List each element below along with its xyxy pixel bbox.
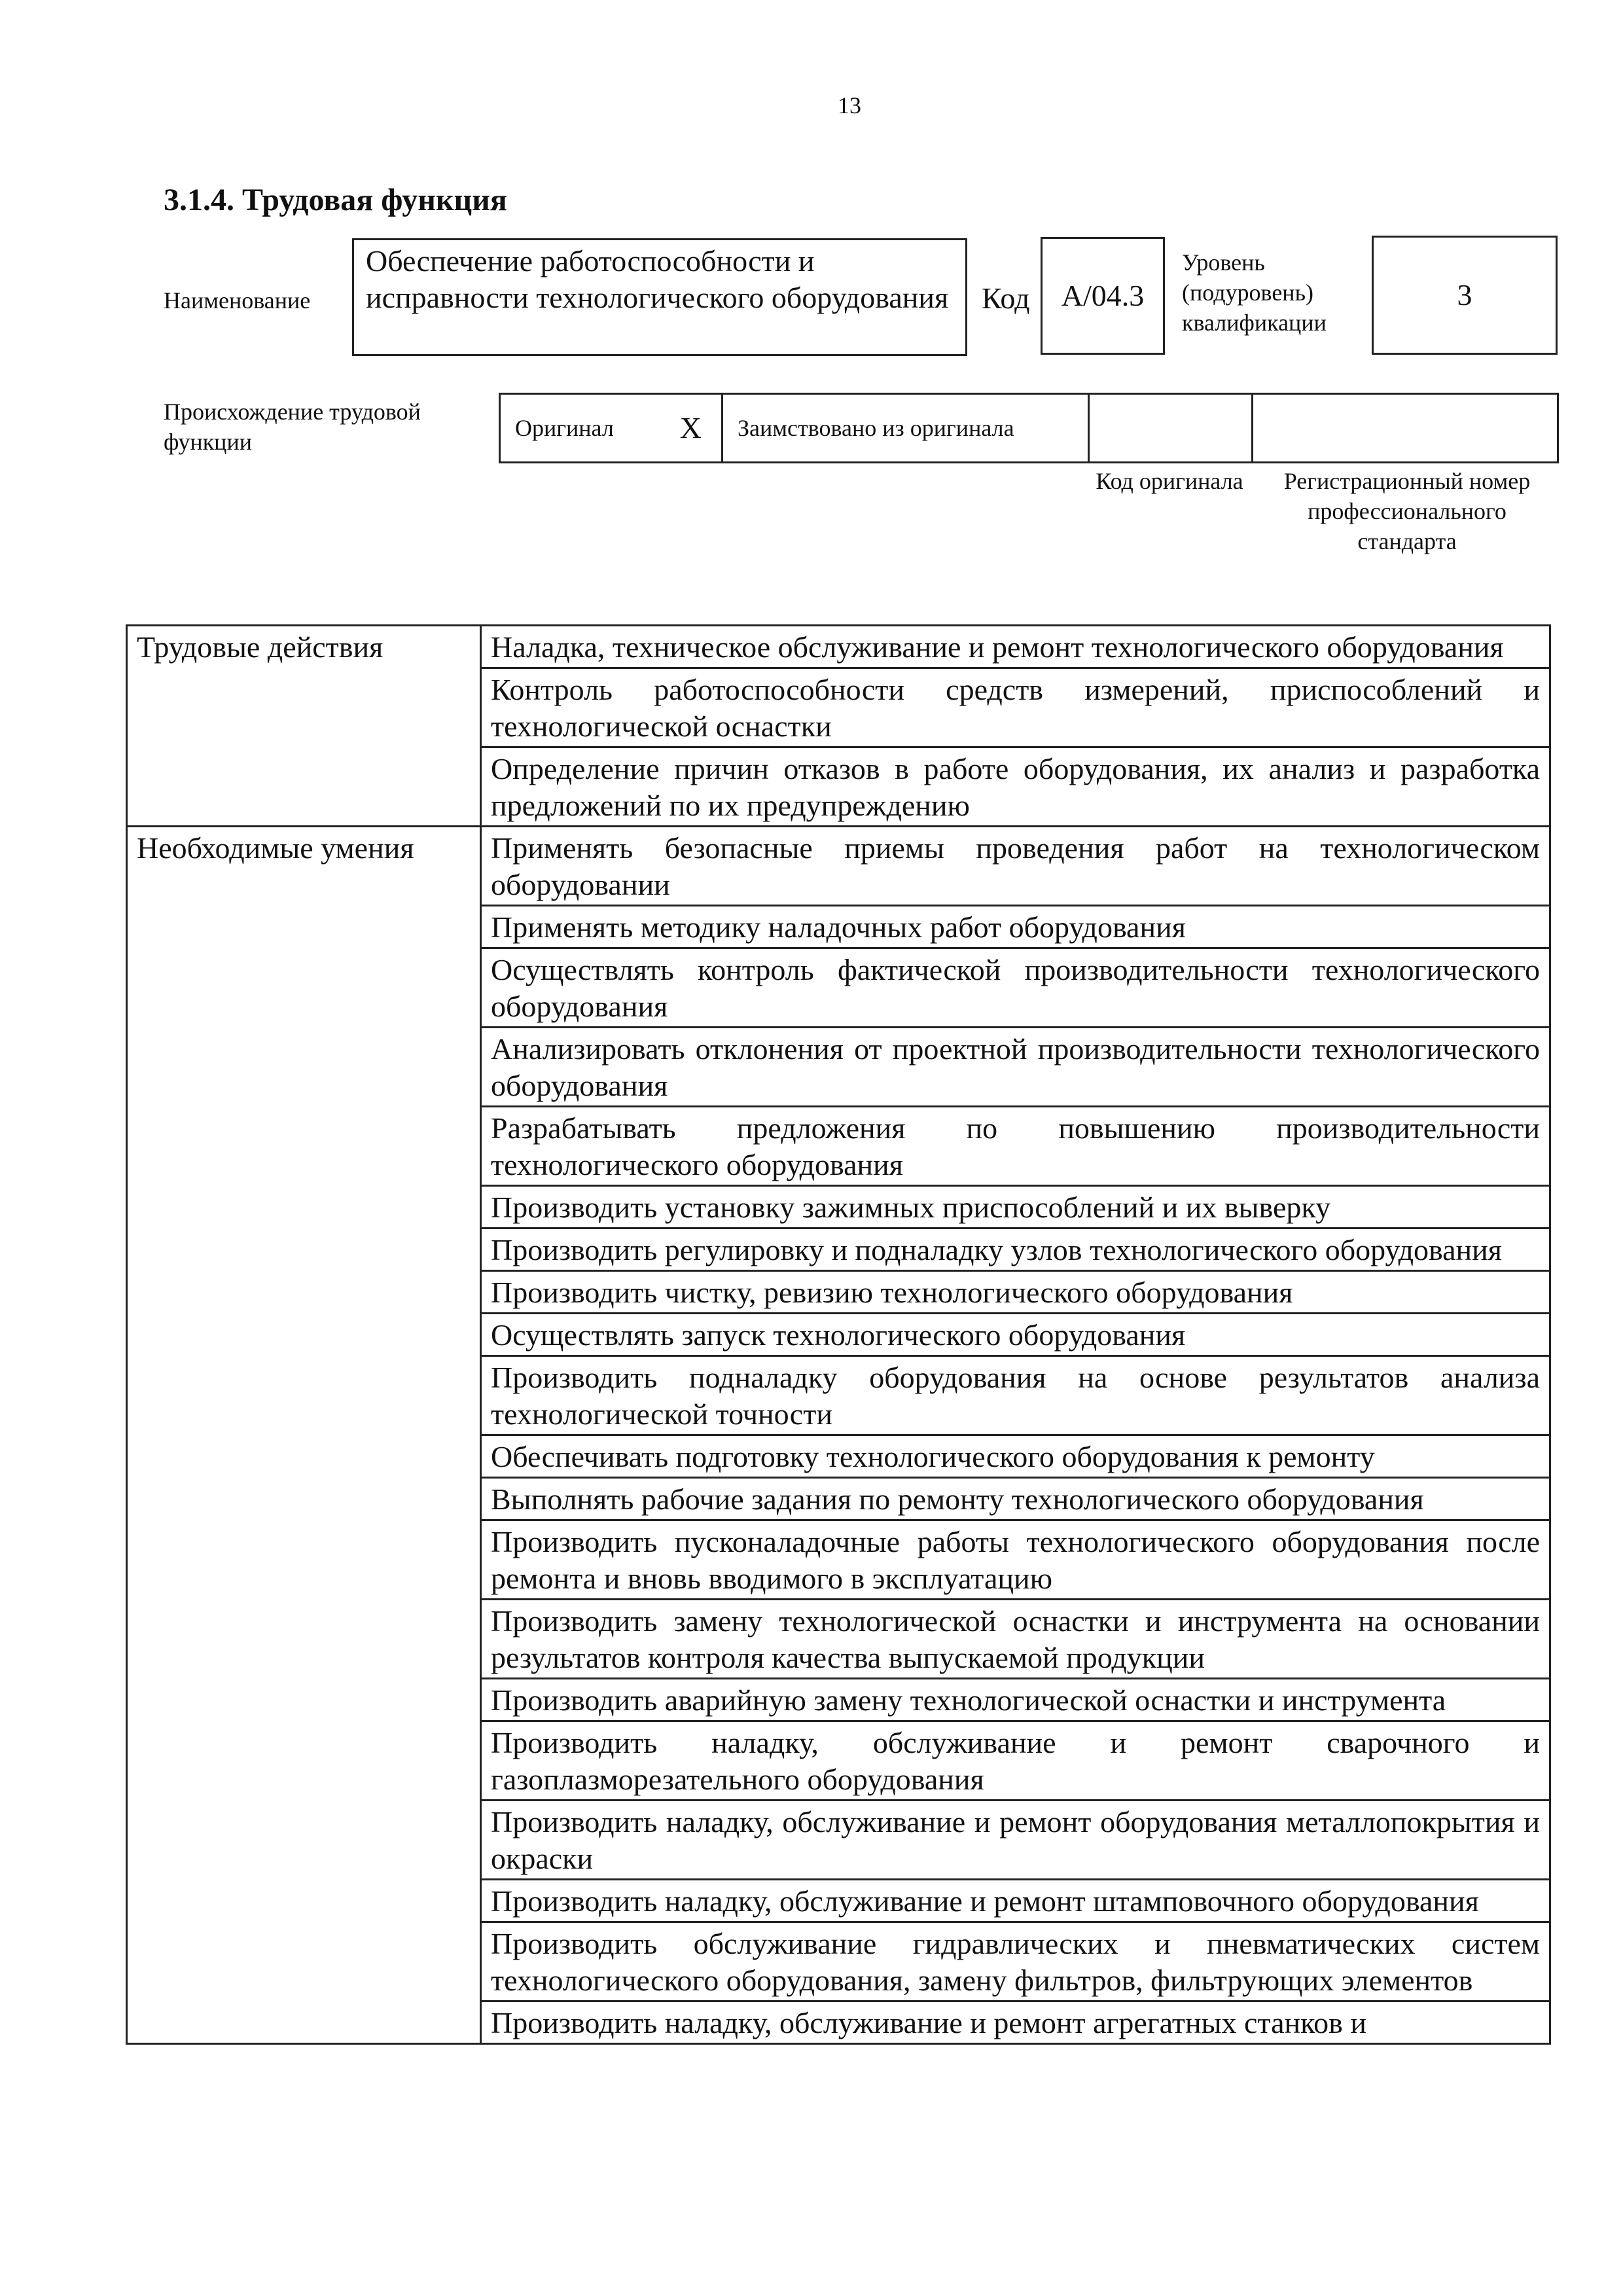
table-cell: Производить пусконаладочные работы технологического оборудования после ремонта и вновь вводимого в эксплуатацию [481, 1520, 1550, 1600]
origin-code-caption: Код оригинала [1096, 468, 1243, 494]
table-cell: Применять безопасные приемы проведения работ на технологическом оборудовании [481, 827, 1550, 906]
table-cell: Применять методику наладочных работ оборудования [481, 906, 1550, 948]
origin-original-cell [501, 395, 723, 461]
table-cell: Определение причин отказов в работе оборудования, их анализ и разработка предложений по их предупреждению [481, 747, 1550, 827]
table-cell: Производить аварийную замену технологической оснастки и инструмента [481, 1679, 1550, 1721]
origin-row [499, 393, 1559, 463]
table-cell: Наладка, техническое обслуживание и ремонт технологического оборудования [481, 626, 1550, 668]
table-cell: Анализировать отклонения от проектной производительности технологического оборудования [481, 1028, 1550, 1107]
table-cell: Производить наладку, обслуживание и ремонт штамповочного оборудования [481, 1880, 1550, 1922]
level-value-box [1372, 236, 1558, 355]
table-cell: Производить наладку, обслуживание и ремонт агрегатных станков и [481, 2001, 1550, 2044]
origin-reg-cell [1253, 395, 1557, 461]
origin-borrowed-label: Заимствовано из оригинала [738, 415, 1014, 441]
table-cell: Разрабатывать предложения по повышению производительности технологического оборудования [481, 1107, 1550, 1186]
category-cell: Трудовые действия [127, 626, 481, 827]
table-cell: Производить обслуживание гидравлических и пневматических систем технологического оборудования, замену фильтров, фильтрующих элементов [481, 1922, 1550, 2001]
origin-borrowed-cell [723, 395, 1090, 461]
page-number: 13 [838, 92, 861, 118]
code-label: Код [982, 281, 1030, 315]
table-cell: Выполнять рабочие задания по ремонту технологического оборудования [481, 1478, 1550, 1520]
table-cell: Осуществлять контроль фактической производительности технологического оборудования [481, 948, 1550, 1028]
table-cell: Производить подналадку оборудования на основе результатов анализа технологической точности [481, 1356, 1550, 1435]
name-value-box [352, 238, 967, 356]
code-value-box [1041, 237, 1165, 355]
table-cell: Производить установку зажимных приспособлений и их выверку [481, 1186, 1550, 1229]
category-cell: Необходимые умения [127, 827, 481, 2044]
table-cell: Производить регулировку и подналадку узлов технологического оборудования [481, 1229, 1550, 1271]
table-cell: Производить наладку, обслуживание и ремонт сварочного и газоплазморезательного оборудования [481, 1721, 1550, 1801]
origin-original-mark: X [679, 411, 702, 444]
table-row [127, 827, 1550, 906]
origin-original-label: Оригинал [515, 415, 614, 441]
level-label: Уровень (подуровень) квалификации [1182, 249, 1327, 336]
origin-label: Происхождение трудовой функции [164, 399, 421, 455]
origin-reg-caption: Регистрационный номер профессионального стандарта [1283, 468, 1531, 554]
function-table [126, 624, 1551, 2045]
table-cell: Обеспечивать подготовку технологического оборудования к ремонту [481, 1435, 1550, 1478]
name-value: Обеспечение работоспособности и исправности технологического оборудования [366, 244, 949, 314]
level-value: 3 [1457, 278, 1472, 312]
table-cell: Осуществлять запуск технологического оборудования [481, 1314, 1550, 1356]
table-cell: Контроль работоспособности средств измерений, приспособлений и технологической оснастки [481, 668, 1550, 747]
table-cell: Производить чистку, ревизию технологического оборудования [481, 1271, 1550, 1314]
table-row [127, 626, 1550, 668]
code-value: A/04.3 [1061, 279, 1145, 312]
origin-code-cell [1090, 395, 1253, 461]
table-cell: Производить замену технологической оснастки и инструмента на основании результатов контроля качества выпускаемой продукции [481, 1600, 1550, 1679]
name-label: Наименование [164, 287, 311, 314]
table-cell: Производить наладку, обслуживание и ремонт оборудования металлопокрытия и окраски [481, 1801, 1550, 1880]
section-title: 3.1.4. Трудовая функция [164, 183, 507, 217]
